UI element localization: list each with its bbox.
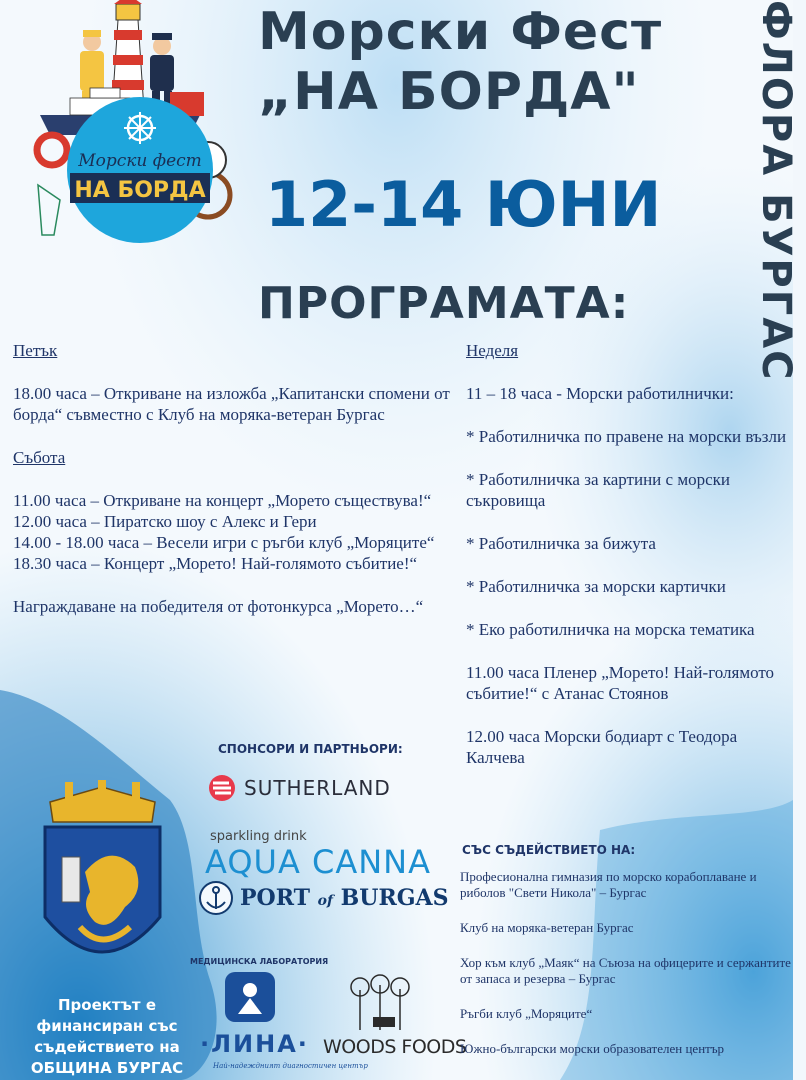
aqua-canna-logo: AQUA CANNA: [205, 843, 431, 881]
vertical-side-text: ФЛОРА БУРГАС: [753, 0, 799, 382]
woods-foods-trees-icon: [345, 975, 425, 1035]
helper-item: Клуб на моряка-ветеран Бургас: [460, 920, 634, 935]
saturday-event: 18.30 часа – Концерт „Морето! Най-голямото събитие!“: [13, 554, 418, 573]
festival-title: Морски Фест: [258, 2, 663, 62]
workshops-title: 11 – 18 часа - Морски работилнички:: [466, 384, 734, 403]
woods-foods-logo: WOODS FOODS: [323, 1036, 467, 1058]
friday-heading: Петък: [13, 341, 58, 360]
workshop-item: * Еко работилничка на морска тематика: [466, 620, 755, 639]
program-right-column: [466, 340, 806, 768]
saturday-event: 12.00 часа – Пиратско шоу с Алекс и Гери: [13, 512, 317, 531]
friday-event: 18.00 часа – Откриване на изложба „Капитански спомени от борда“ съвместно с Клуб на моряка-ветеран Бургас: [13, 384, 450, 424]
workshop-item: * Работилничка за бижута: [466, 534, 656, 553]
burgas-coat-of-arms-icon: [40, 782, 165, 982]
funding-note-line: ОБЩИНА БУРГАС: [30, 1059, 184, 1077]
saturday-heading: Събота: [13, 448, 66, 467]
lina-lab-icon: [220, 970, 280, 1028]
award-ceremony: Награждаване на победителя от фотонкурса „Морето…“: [13, 597, 424, 616]
sunday-event: 11.00 часа Пленер „Морето! Най-голямото събитие!“ с Атанас Стоянов: [466, 663, 775, 703]
helper-item: Южно-български морски образователен център: [460, 1041, 725, 1056]
festival-dates: 12-14 ЮНИ: [265, 168, 662, 241]
funding-note: [12, 995, 202, 1079]
sunday-heading: Неделя: [466, 341, 519, 360]
sponsors-heading: СПОНСОРИ И ПАРТНЬОРИ:: [218, 742, 403, 756]
saturday-event: 11.00 часа – Откриване на концерт „Морето съществува!“: [13, 491, 432, 510]
port-of-burgas-logo: [198, 880, 448, 916]
workshop-item: * Работилничка по правене на морски възли: [466, 427, 787, 446]
helpers-list: [460, 869, 800, 1076]
program-heading: ПРОГРАМАТА:: [258, 278, 630, 329]
workshop-item: * Работилничка за картини с морски съкровища: [466, 470, 730, 510]
fishing-net-icon: [38, 185, 60, 235]
logo-text-line2: НА БОРДА: [74, 178, 206, 203]
festival-illustration: [30, 0, 245, 245]
workshop-item: * Работилничка за морски картички: [466, 577, 726, 596]
aqua-canna-tagline: sparkling drink: [210, 829, 307, 844]
program-left-column: [13, 340, 453, 617]
lina-tagline: Най-надеждният диагностичен център: [213, 1062, 368, 1070]
logo-text-line1: Морски фест: [78, 151, 202, 171]
lifebuoy-icon: [37, 135, 67, 165]
port-of-burgas-text: PORT of BURGAS: [240, 885, 449, 911]
helper-item: Ръгби клуб „Моряците“: [460, 1006, 593, 1021]
sutherland-text: SUTHERLAND: [244, 776, 391, 800]
sutherland-logo: [208, 774, 391, 802]
funding-note-line: финансиран със: [36, 1017, 178, 1035]
anchor-icon: [198, 880, 234, 916]
funding-note-line: Проектът е: [57, 996, 156, 1014]
festival-subtitle: „НА БОРДА": [258, 62, 640, 122]
saturday-event: 14.00 - 18.00 часа – Весели игри с ръгби клуб „Моряците“: [13, 533, 435, 552]
lina-logo: ·ЛИНА·: [200, 1030, 309, 1058]
helpers-heading: СЪС СЪДЕЙСТВИЕТО НА:: [462, 843, 636, 857]
sutherland-mark-icon: [208, 774, 236, 802]
lab-heading: МЕДИЦИНСКА ЛАБОРАТОРИЯ: [190, 957, 329, 966]
helper-item: Професионална гимназия по морско корабоплаване и риболов "Свети Никола" – Бургас: [460, 869, 757, 900]
funding-note-line: съдействието на: [34, 1038, 180, 1056]
helper-item: Хор към клуб „Маяк“ на Съюза на офицерите и сержантите от запаса и резерва – Бургас: [460, 955, 791, 986]
sunday-event: 12.00 часа Морски бодиарт с Теодора Калчева: [466, 727, 738, 767]
